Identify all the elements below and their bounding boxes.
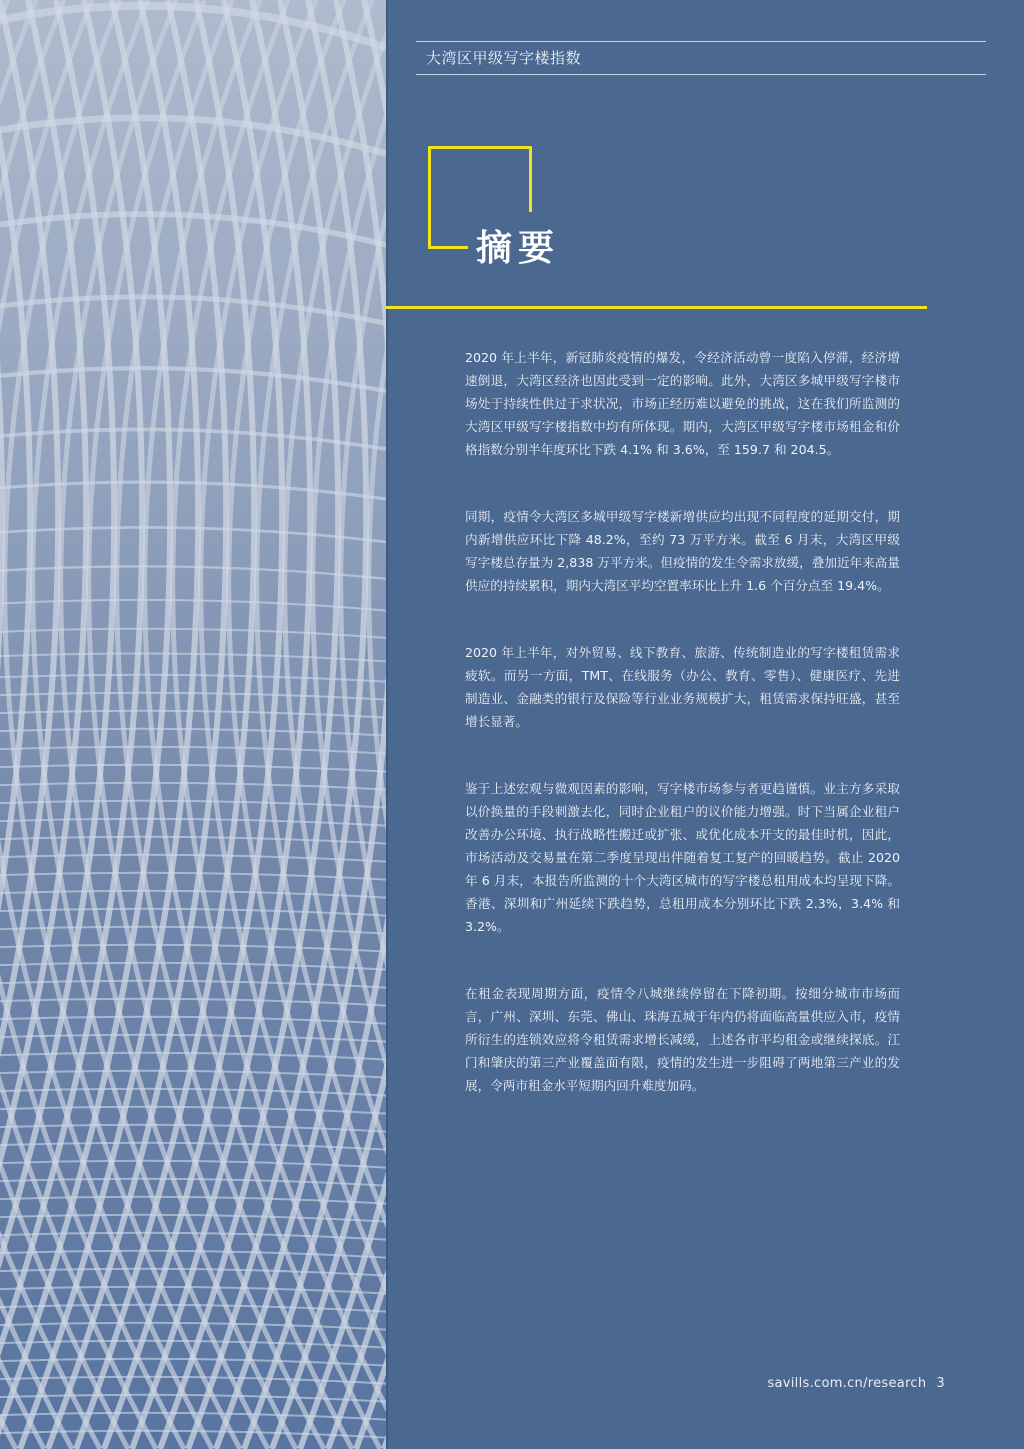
- section-title: 摘要: [476, 228, 561, 269]
- paragraph: 鉴于上述宏观与微观因素的影响，写字楼市场参与者更趋谨慎。业主方多采取以价换量的手段刺激去化，同时企业租户的议价能力增强。时下当属企业租户改善办公环境、执行战略性搬迁或扩张、或优化成本开支的最佳时机，因此，市场活动及交易量在第二季度呈现出伴随着复工复产的回暖趋势。截止 2020 年 6 月末，本报告所监测的十个大湾区城市的写字楼总租用成本均呈现下降。香港、深圳和广州延续下跌趋势，总租用成本分别环比下跌 2.3%，3.4% 和 3.2%。: [465, 781, 900, 934]
- running-header: 大湾区甲级写字楼指数: [426, 49, 582, 67]
- steel-lattice-graphic: [0, 0, 386, 1449]
- paragraph: 同期，疫情令大湾区多城甲级写字楼新增供应均出现不同程度的延期交付，期内新增供应环比下降 48.2%，至约 73 万平方米。截至 6 月末，大湾区甲级写字楼总存量为 2,838 万平方米。但疫情的发生令需求放缓，叠加近年来高量供应的持续累积，期内大湾区平均空置率环比上升 1.6 个百分点至 19.4%。: [465, 509, 900, 593]
- bracket-foot: [428, 246, 468, 249]
- page-number: 3: [936, 1376, 945, 1391]
- paragraph: 2020 年上半年，新冠肺炎疫情的爆发，令经济活动曾一度陷入停滞，经济增速倒退，大湾区经济也因此受到一定的影响。此外，大湾区多城甲级写字楼市场处于持续性供过于求状况，市场正经历难以避免的挑战，这在我们所监测的大湾区甲级写字楼指数中均有所体现。期内，大湾区甲级写字楼市场租金和价格指数分别半年度环比下跌 4.1% 和 3.6%，至 159.7 和 204.5。: [465, 350, 900, 457]
- header-rule-top: [416, 41, 986, 42]
- paragraph: 2020 年上半年，对外贸易、线下教育、旅游、传统制造业的写字楼租赁需求疲软。而另一方面，TMT、在线服务（办公、教育、零售）、健康医疗、先进制造业、金融类的银行及保险等行业业务规模扩大，租赁需求保持旺盛，甚至增长显著。: [465, 645, 900, 729]
- photo-divider: [386, 0, 388, 1449]
- architecture-photo: [0, 0, 386, 1449]
- page-footer: [767, 1376, 945, 1391]
- paragraph: 在租金表现周期方面，疫情令八城继续停留在下降初期。按细分城市市场而言，广州、深圳、东莞、佛山、珠海五城于年内仍将面临高量供应入市，疫情所衍生的连锁效应将令租赁需求增长减缓，上述各市平均租金或继续探底。江门和肇庆的第三产业覆盖面有限，疫情的发生进一步阻碍了两地第三产业的发展，令两市租金水平短期内回升难度加码。: [465, 986, 900, 1093]
- header-rule-bottom: [416, 74, 986, 75]
- summary-body: [465, 346, 900, 1141]
- title-underline: [386, 306, 927, 309]
- footer-url[interactable]: savills.com.cn/research: [767, 1376, 927, 1391]
